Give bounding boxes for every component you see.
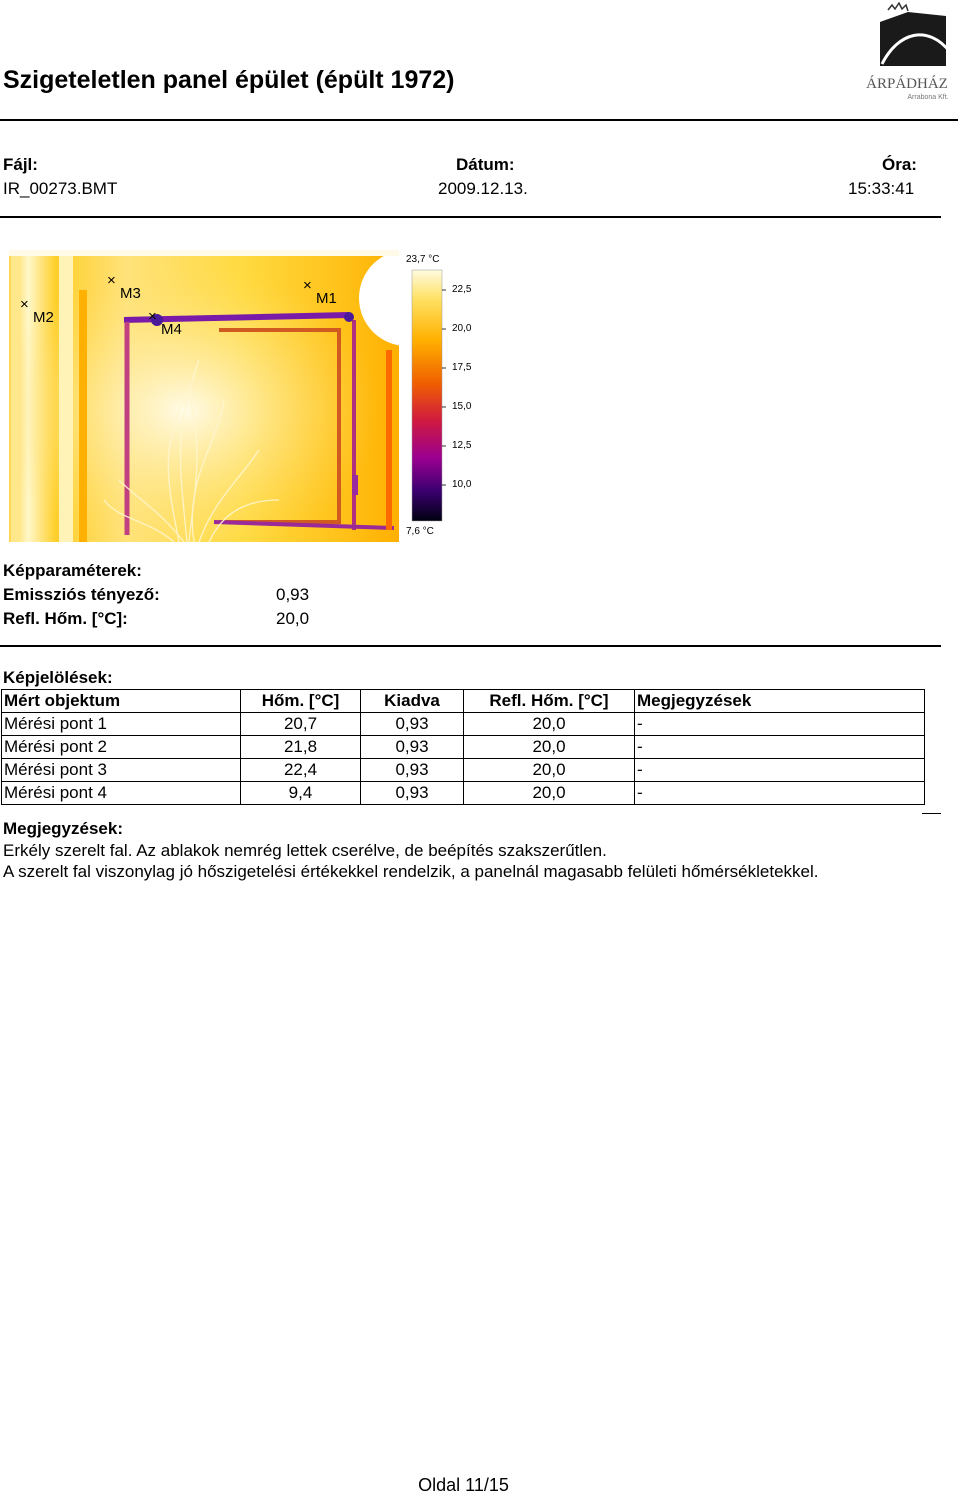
table-cell: Mérési pont 3 — [2, 759, 241, 782]
table-divider — [922, 813, 941, 814]
column-header: Megjegyzések — [635, 690, 925, 713]
table-header-row — [2, 690, 925, 713]
page-number: Oldal 11/15 — [418, 1475, 509, 1495]
column-header: Hőm. [°C] — [241, 690, 361, 713]
scale-tick: 17,5 — [452, 362, 472, 373]
table-cell: 9,4 — [241, 782, 361, 805]
table-row — [2, 782, 925, 805]
table-cell: Mérési pont 4 — [2, 782, 241, 805]
date-value: 2009.12.13. — [438, 179, 528, 198]
table-cell: Mérési pont 1 — [2, 713, 241, 736]
remarks-line: Erkély szerelt fal. Az ablakok nemrég lettek cserélve, de beépítés szakszerűtlen. — [3, 841, 607, 860]
table-cell: 20,0 — [464, 782, 635, 805]
table-row — [2, 736, 925, 759]
temperature-scale — [402, 250, 482, 542]
table-cell: - — [635, 713, 925, 736]
params-divider — [0, 645, 941, 647]
header-divider — [0, 119, 958, 121]
table-cell: 20,0 — [464, 713, 635, 736]
table-cell: 0,93 — [361, 782, 464, 805]
table-cell: - — [635, 736, 925, 759]
column-header: Kiadva — [361, 690, 464, 713]
scale-tick: 15,0 — [452, 401, 472, 412]
time-value: 15:33:41 — [848, 179, 915, 198]
image-params-heading: Képparaméterek: — [3, 561, 142, 580]
table-cell: 22,4 — [241, 759, 361, 782]
remarks-line: A szerelt fal viszonylag jó hőszigetelési értékekkel rendelzik, a panelnál magasabb felületi hőmérsékletekkel. — [3, 862, 819, 881]
refl-temp-label: Refl. Hőm. [°C]: — [3, 609, 128, 628]
info-divider — [0, 216, 941, 218]
time-label: Óra: — [882, 155, 917, 174]
table-row — [2, 713, 925, 736]
column-header: Refl. Hőm. [°C] — [464, 690, 635, 713]
scale-tick: 12,5 — [452, 440, 472, 451]
scale-max: 23,7 °C — [406, 254, 440, 265]
refl-temp-value: 20,0 — [276, 609, 310, 628]
table-cell: 20,0 — [464, 759, 635, 782]
table-cell: 20,7 — [241, 713, 361, 736]
table-row — [2, 759, 925, 782]
markings-table — [1, 689, 925, 805]
thermal-image: × M1 × M2 × M3 × M4 — [9, 250, 399, 542]
scale-tick: 10,0 — [452, 479, 472, 490]
company-logo — [858, 2, 956, 102]
table-cell: 0,93 — [361, 759, 464, 782]
logo-subtext: Arrabona Kft. — [907, 94, 949, 101]
table-cell: - — [635, 759, 925, 782]
table-cell: - — [635, 782, 925, 805]
markings-heading: Képjelölések: — [3, 668, 113, 687]
remarks-heading: Megjegyzések: — [3, 819, 123, 838]
column-header: Mért objektum — [2, 690, 241, 713]
table-cell: 0,93 — [361, 736, 464, 759]
table-cell: 21,8 — [241, 736, 361, 759]
table-cell: Mérési pont 2 — [2, 736, 241, 759]
scale-tick: 22,5 — [452, 284, 472, 295]
table-cell: 20,0 — [464, 736, 635, 759]
emissivity-value: 0,93 — [276, 585, 310, 604]
scale-min: 7,6 °C — [406, 526, 434, 537]
scale-tick: 20,0 — [452, 323, 472, 334]
logo-text: ÁRPÁDHÁZ — [866, 76, 948, 92]
emissivity-label: Emissziós tényező: — [3, 585, 160, 604]
file-label: Fájl: — [3, 155, 38, 174]
page-title: Szigeteletlen panel épület (épült 1972) — [3, 66, 455, 94]
file-value: IR_00273.BMT — [3, 179, 118, 198]
table-cell: 0,93 — [361, 713, 464, 736]
date-label: Dátum: — [456, 155, 515, 174]
